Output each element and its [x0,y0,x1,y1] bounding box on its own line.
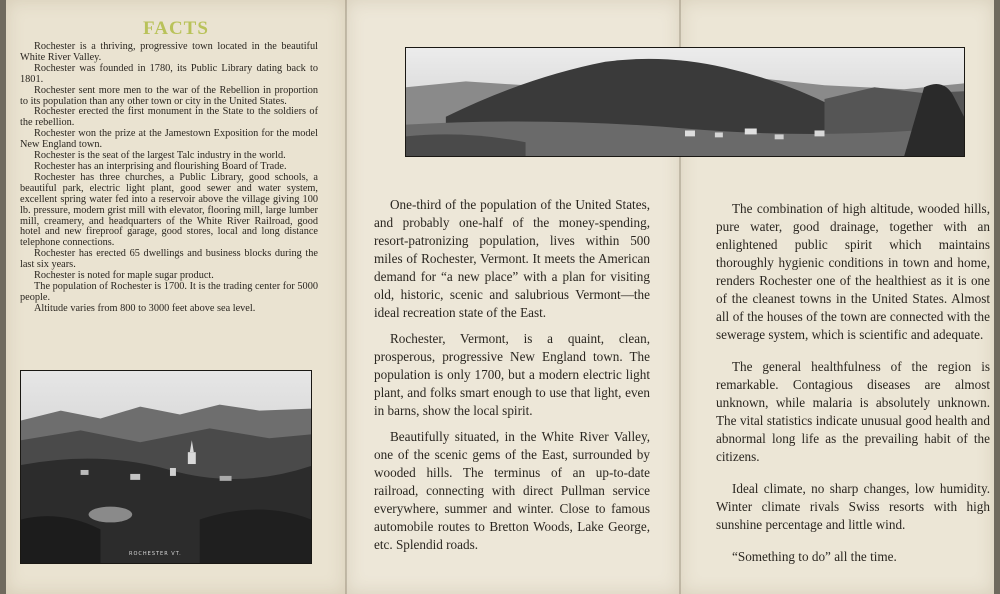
fact-item: Rochester has erected 65 dwellings and business blocks during the last six years. [20,248,318,271]
photo-caption: ROCHESTER VT. [129,551,182,557]
fact-item: Rochester is noted for maple sugar product. [34,270,214,282]
fact-item: Rochester sent more men to the war of the Rebellion in proportion to its population than any other town or city in the United States. [20,84,318,107]
fact-item: Altitude varies from 800 to 3000 feet above sea level. [34,302,256,314]
paragraph: Ideal climate, no sharp changes, low humidity. Winter climate rivals Swiss resorts with high sunshine percentage and little wind. [716,481,990,532]
fact-item: Rochester is the seat of the largest Talc industry in the world. [34,150,286,162]
valley-panorama-photo [405,47,965,157]
paragraph: The combination of high altitude, wooded hills, pure water, good drainage, together with an enlightened public spirit which maintains thoroughly hygienic conditions in town and home, renders Rochester one of the healthiest as it is one of the cleanest towns in the United States. Almost all of the houses of the town are connected with the sewerage system, which is scientific and adequate. [716,201,990,342]
paragraph: Beautifully situated, in the White River Valley, one of the scenic gems of the East, surrounded by wooded hills. The terminus of an up-to-date railroad, connecting with direct Pullman service everywhere, summer and winter. Close to famous automobile routes to Bretton Woods, Lake George, etc. Splendid roads. [374,429,650,552]
paragraph: Rochester, Vermont, is a quaint, clean, prosperous, progressive New England town. The population is only 1700, but a modern electric light plant, and folks smart enough to use that light, even in barns, show the local spirit. [374,331,650,418]
fold-line-left [345,0,347,594]
middle-column-text [374,196,650,562]
fact-item: Rochester was founded in 1780, its Public Library dating back to 1801. [20,62,318,85]
fact-item: Rochester has an interprising and flourishing Board of Trade. [34,160,287,172]
paragraph: “Something to do” all the time. [732,549,897,564]
fact-item: Rochester won the prize at the Jamestown Exposition for the model New England town. [20,128,318,151]
fact-item: Rochester erected the first monument in the State to the soldiers of the rebellion. [20,106,318,129]
fact-item: The population of Rochester is 1700. It is the trading center for 5000 people. [20,280,318,303]
village-photo [20,370,312,564]
fact-item: Rochester has three churches, a Public Library, good schools, a beautiful park, electric light plant, good sewer and water system, excellent spring water fed into a reservoir above the village giving 100 lb. pressure, modern grist mill with elevator, flooring mill, large lumber mill, creamery, and headquarters of the White River Railroad, good hotel and new fireproof garage, good stores, local and long distance telephone connections. [20,171,318,249]
valley-panorama-image [406,48,964,156]
facts-list [20,42,318,315]
facts-title: FACTS [143,18,209,39]
paragraph: One-third of the population of the United States, and probably one-half of the money-spending, resort-patronizing population, lives within 500 miles of Rochester, Vermont. It meets the American demand for “a new place” with a plan for visiting old, historic, scenic and salubrious Vermont—the ideal recreation state of the East. [374,197,650,320]
village-photo-image [21,371,311,563]
paragraph: The general healthfulness of the region is remarkable. Contagious diseases are almost unknown, while malaria is absolutely unknown. The vital statistics indicate unusual good health and abnormal long life as the prevailing habit of the citizens. [716,359,990,464]
fact-item: Rochester is a thriving, progressive town located in the beautiful White River Valley. [20,41,318,63]
right-column-text [716,200,990,580]
